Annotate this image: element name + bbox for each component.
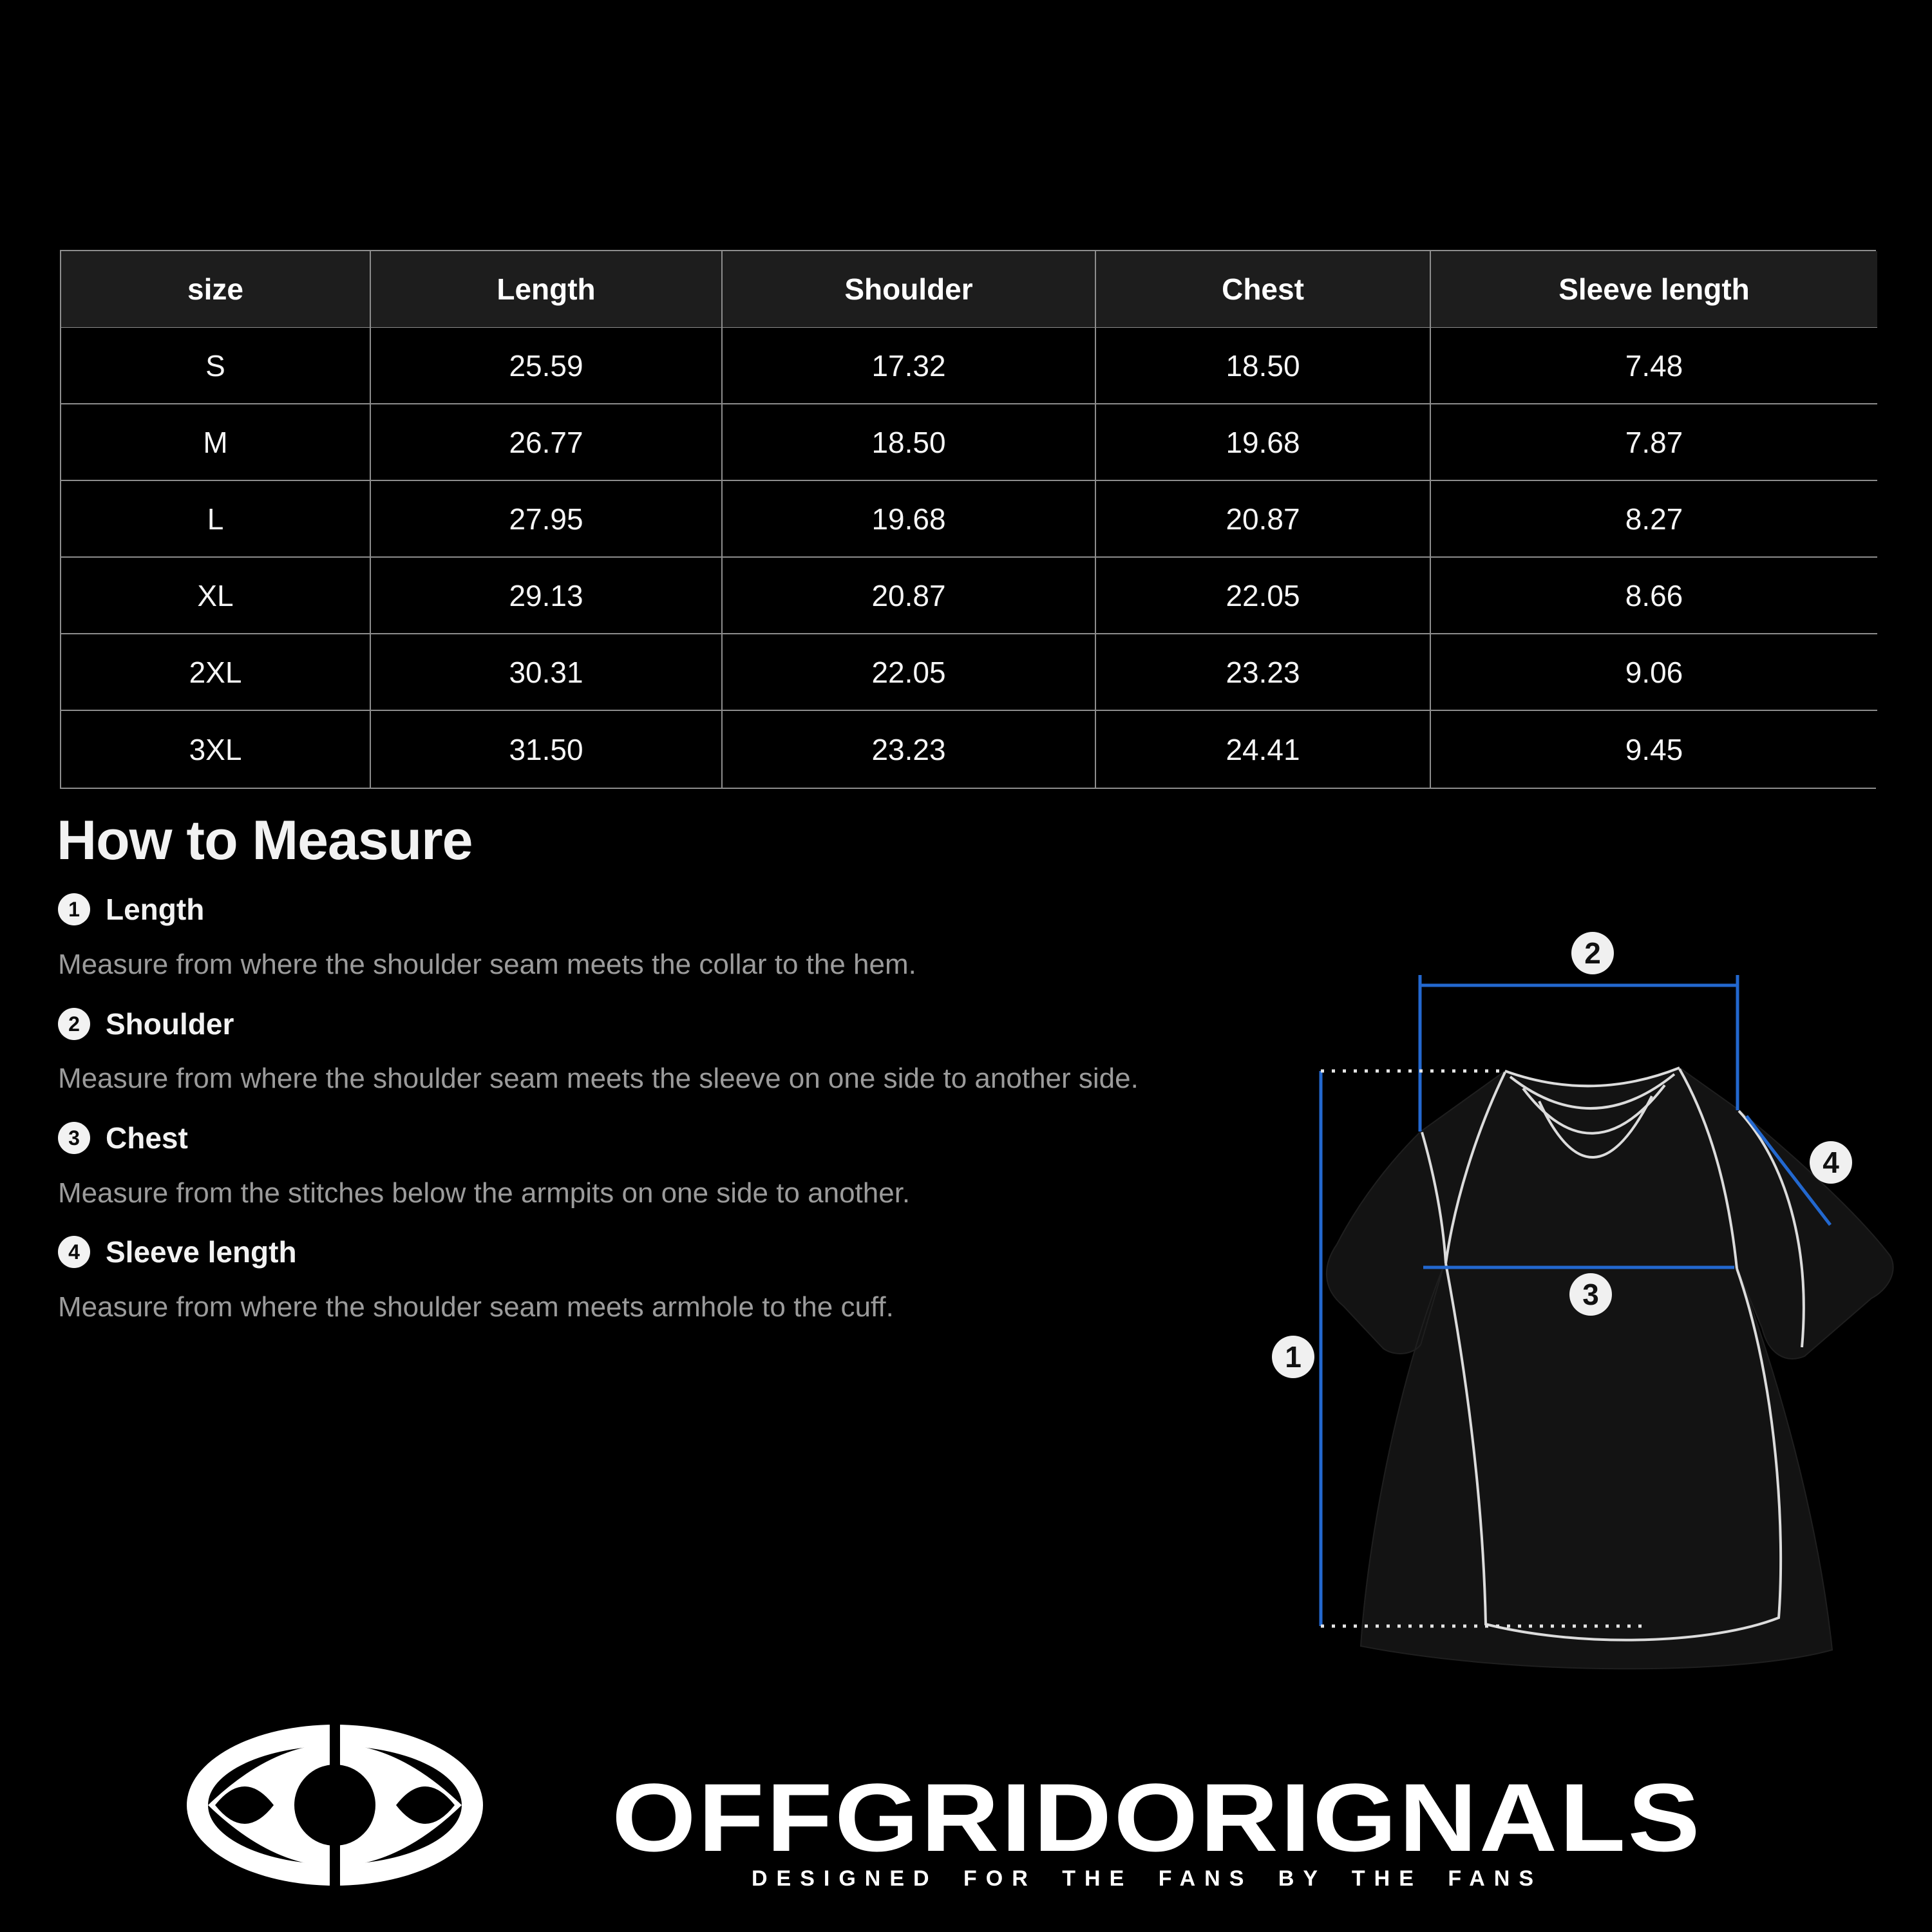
measure-step-length xyxy=(58,892,204,927)
table-cell: 8.66 xyxy=(1431,558,1877,634)
step-label: Shoulder xyxy=(106,1007,234,1041)
table-cell: 20.87 xyxy=(1096,481,1431,558)
column-header-shoulder: Shoulder xyxy=(723,251,1096,328)
measure-step-chest xyxy=(58,1121,188,1155)
diagram-marker-shoulder: 2 xyxy=(1571,932,1614,974)
table-cell: 26.77 xyxy=(371,404,723,481)
measure-step-shoulder xyxy=(58,1007,234,1041)
column-header-length: Length xyxy=(371,251,723,328)
table-cell: 23.23 xyxy=(723,711,1096,788)
table-cell: 8.27 xyxy=(1431,481,1877,558)
table-cell: 9.06 xyxy=(1431,634,1877,711)
step-number-badge: 1 xyxy=(58,893,90,925)
table-cell: 27.95 xyxy=(371,481,723,558)
column-header-sleeve-length: Sleeve length xyxy=(1431,251,1877,328)
table-cell: 7.87 xyxy=(1431,404,1877,481)
step-label: Sleeve length xyxy=(106,1235,297,1269)
step-label: Chest xyxy=(106,1121,188,1155)
table-cell: 3XL xyxy=(61,711,371,788)
diagram-marker-sleeve: 4 xyxy=(1810,1141,1852,1184)
table-cell: 24.41 xyxy=(1096,711,1431,788)
table-cell: 2XL xyxy=(61,634,371,711)
table-cell: 30.31 xyxy=(371,634,723,711)
column-header-chest: Chest xyxy=(1096,251,1431,328)
table-cell: 25.59 xyxy=(371,328,723,404)
step-number-badge: 3 xyxy=(58,1122,90,1154)
step-description: Measure from where the shoulder seam meets armhole to the cuff. xyxy=(58,1291,894,1323)
table-cell: 31.50 xyxy=(371,711,723,788)
table-cell: 9.45 xyxy=(1431,711,1877,788)
table-cell: 17.32 xyxy=(723,328,1096,404)
table-cell: 19.68 xyxy=(723,481,1096,558)
brand-wordmark: OFFGRIDORIGNALS xyxy=(612,1763,1703,1871)
table-cell: M xyxy=(61,404,371,481)
how-to-measure-title: How to Measure xyxy=(57,810,473,871)
step-number-badge: 2 xyxy=(58,1008,90,1040)
tshirt-silhouette xyxy=(1327,1068,1893,1669)
table-cell: 22.05 xyxy=(1096,558,1431,634)
table-cell: XL xyxy=(61,558,371,634)
table-cell: L xyxy=(61,481,371,558)
measure-step-sleeve-length xyxy=(58,1235,297,1269)
diagram-marker-length: 1 xyxy=(1272,1336,1314,1378)
table-cell: 19.68 xyxy=(1096,404,1431,481)
step-number-badge: 4 xyxy=(58,1236,90,1268)
table-cell: S xyxy=(61,328,371,404)
table-cell: 20.87 xyxy=(723,558,1096,634)
table-cell: 18.50 xyxy=(723,404,1096,481)
brand-logo-icon xyxy=(187,1725,483,1886)
diagram-marker-chest: 3 xyxy=(1569,1273,1612,1316)
table-cell: 29.13 xyxy=(371,558,723,634)
table-cell: 7.48 xyxy=(1431,328,1877,404)
tshirt-diagram xyxy=(1224,889,1913,1687)
step-description: Measure from where the shoulder seam meets the sleeve on one side to another side. xyxy=(58,1063,1139,1094)
size-chart-table xyxy=(60,250,1876,789)
step-label: Length xyxy=(106,893,205,926)
step-description: Measure from the stitches below the armpits on one side to another. xyxy=(58,1177,911,1209)
table-cell: 18.50 xyxy=(1096,328,1431,404)
table-cell: 22.05 xyxy=(723,634,1096,711)
table-cell: 23.23 xyxy=(1096,634,1431,711)
column-header-size: size xyxy=(61,251,371,328)
brand-tagline: DESIGNED FOR THE FANS BY THE FANS xyxy=(752,1866,1543,1891)
step-description: Measure from where the shoulder seam meets the collar to the hem. xyxy=(58,949,916,980)
